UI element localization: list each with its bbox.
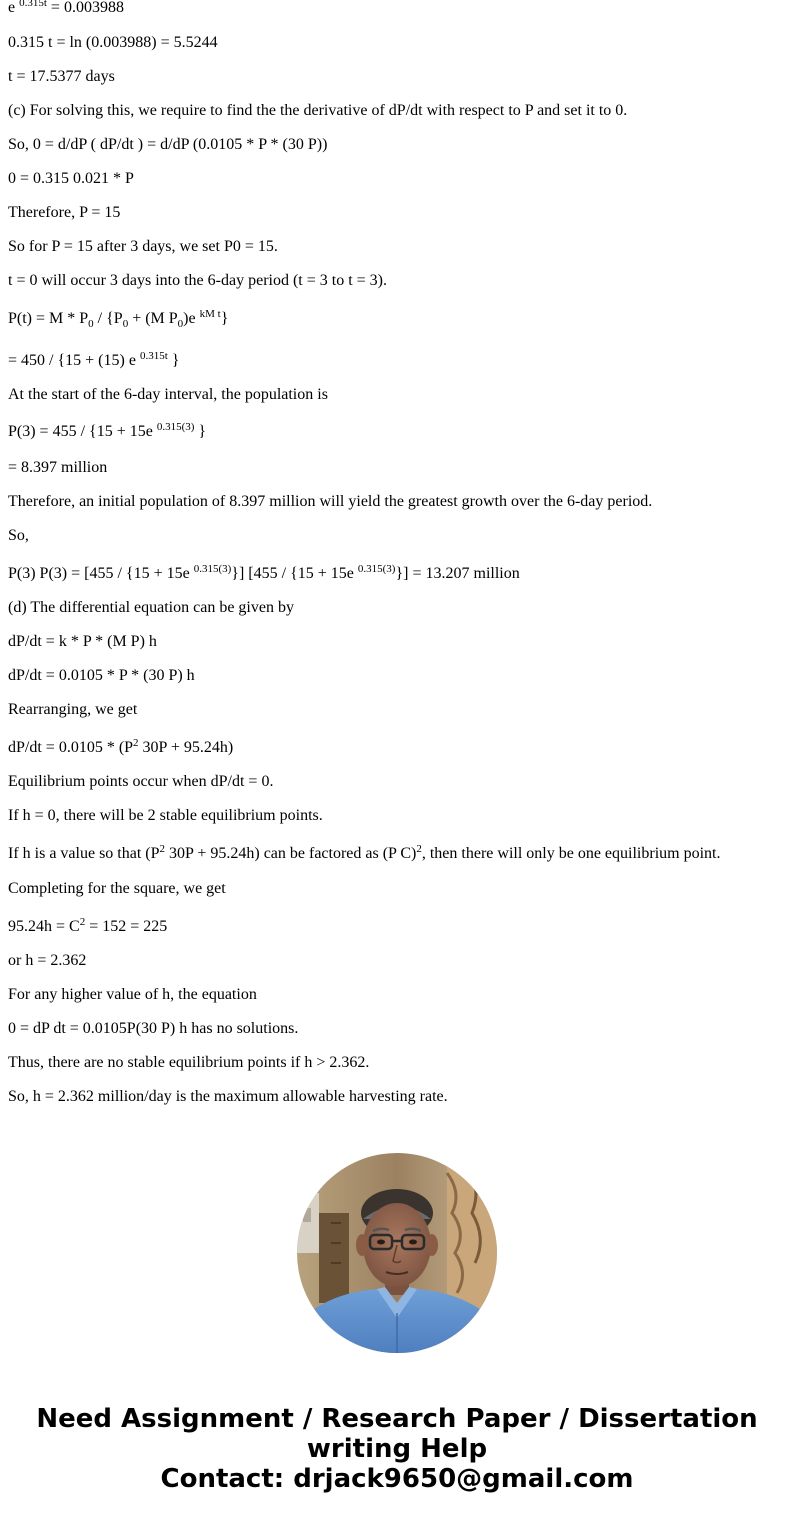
- text-line: If h is a value so that ($P^2$ 30P + 95.24h) can be factored as (P C)$^2$, then there will only be one equilibrium point.: [8, 843, 721, 862]
- text-line: = 8.397 million: [8, 459, 108, 476]
- text-line: 0 = dP dt = 0.0105P(30 P) h has no solutions.: [8, 1020, 299, 1037]
- text-line: At the start of the 6-day interval, the population is: [8, 386, 328, 403]
- contact-banner-line-3: Contact: drjack9650@gmail.com: [160, 1464, 634, 1494]
- text-line: So,: [8, 527, 29, 544]
- text-line: $dP/dt = 0.0105 * (P^2$ 30P + 95.24h): [8, 737, 234, 756]
- text-line: P(3) P(3) = [455 / {15 + 15e $^{0.315(3)}$}] [455 / {15 + 15e $^{0.315(3)}$}] = 13.207 million: [8, 563, 520, 582]
- text-line: Rearranging, we get: [8, 701, 138, 718]
- text-line: t = 0 will occur 3 days into the 6-day period (t = 3 to t = 3).: [8, 272, 387, 289]
- text-line: 0.315 t = ln (0.003988) = 5.5244: [8, 34, 218, 51]
- text-line: Equilibrium points occur when dP/dt = 0.: [8, 773, 274, 790]
- text-line: 0 = 0.315 0.021 * P: [8, 170, 134, 187]
- contact-banner-line-1: Need Assignment / Research Paper / Dissertation: [36, 1404, 758, 1434]
- text-line: So, 0 = d/dP ( dP/dt ) = d/dP (0.0105 * P * (30 P)): [8, 136, 328, 153]
- text-line: = 450 / {15 + (15) e $^{0.315t}$ }: [8, 350, 180, 369]
- author-photo: [297, 1153, 497, 1353]
- text-line: $95.24h = C^2 = 152 = 225$: [8, 916, 168, 935]
- text-line: Completing for the square, we get: [8, 880, 226, 897]
- text-line: Therefore, an initial population of 8.397 million will yield the greatest growth over the 6-day period.: [8, 493, 653, 510]
- text-line: (d) The differential equation can be given by: [8, 599, 294, 616]
- text-line: Thus, there are no stable equilibrium points if h > 2.362.: [8, 1054, 370, 1071]
- text-line: So, h = 2.362 million/day is the maximum allowable harvesting rate.: [8, 1088, 448, 1105]
- text-line: So for P = 15 after 3 days, we set P0 = 15.: [8, 238, 278, 255]
- text-line: $P(t) = M * P_0 / \{P_0 + (M$ $P_0)e$ $^{kM t}$}: [8, 308, 229, 330]
- text-line: e $^{0.315t}$ = 0.003988: [8, 0, 124, 16]
- text-line: t = 17.5377 days: [8, 68, 115, 85]
- avatar: [297, 1153, 497, 1353]
- text-line: (c) For solving this, we require to find the the derivative of dP/dt with respect to P and set it to 0.: [8, 102, 628, 119]
- text-line: dP/dt = k * P * (M P) h: [8, 633, 157, 650]
- text-line: or h = 2.362: [8, 952, 87, 969]
- text-line: Therefore, P = 15: [8, 204, 121, 221]
- text-line: P(3) = 455 / {15 + 15e $^{0.315(3)}$ }: [8, 421, 207, 440]
- text-line: For any higher value of h, the equation: [8, 986, 257, 1003]
- contact-banner-line-2: writing Help: [306, 1434, 488, 1464]
- text-line: dP/dt = 0.0105 * P * (30 P) h: [8, 667, 195, 684]
- text-line: If h = 0, there will be 2 stable equilibrium points.: [8, 807, 323, 824]
